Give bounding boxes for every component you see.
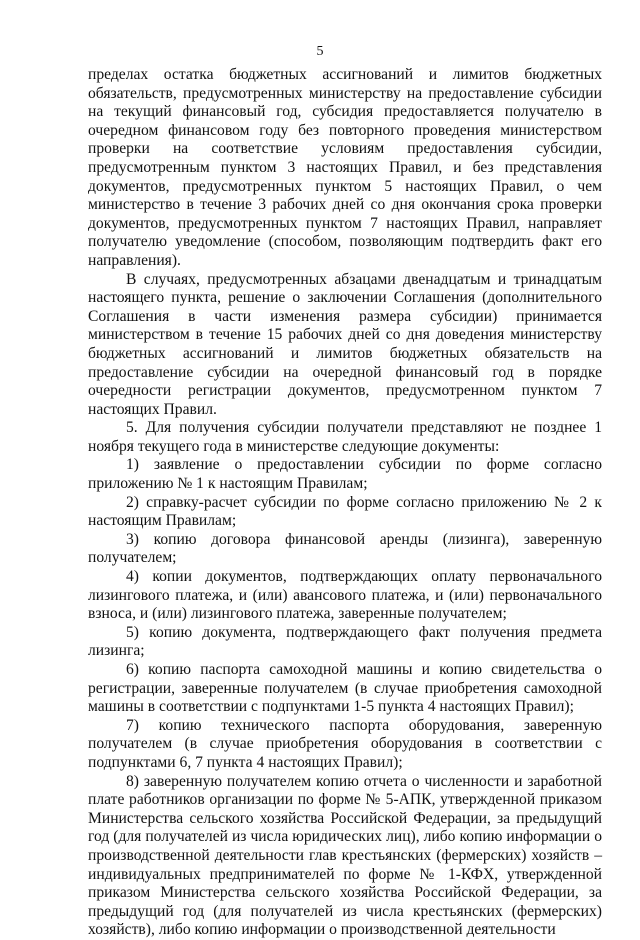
list-item-6: 6) копию паспорта самоходной машины и копию свидетельства о регистрации, заверенные получателем (в случае приобретения самоходной машины в соответствии с подпунктами 1-5 пункта 4 настоящих Правил);	[88, 661, 602, 716]
document-body	[88, 66, 602, 940]
list-item-2: 2) справку-расчет субсидии по форме согласно приложению № 2 к настоящим Правилам;	[88, 493, 602, 530]
list-item-5: 5) копию документа, подтверждающего факт получения предмета лизинга;	[88, 623, 602, 660]
list-item-8: 8) заверенную получателем копию отчета о численности и заработной плате работников организации по форме № 5-АПК, утвержденной приказом Министерства сельского хозяйства Российской Федерации, за предыдущий год (для получателей из числа юридических лиц), либо копию информации о производственной деятельности глав крестьянских (фермерских) хозяйств – индивидуальных предпринимателей по форме № 1-КФХ, утвержденной приказом Министерства сельского хозяйства Российской Федерации, за предыдущий год (для получателей из числа крестьянских (фермерских) хозяйств), либо копию информации о производственной деятельности	[88, 772, 602, 939]
paragraph-continuation: пределах остатка бюджетных ассигнований и лимитов бюджетных обязательств, предусмотренных министерству на предоставление субсидии на текущий финансовый год, субсидия предоставляется получателю в очередном финансовом году без повторного проведения министерством проверки на соответствие условиям предоставления субсидии, предусмотренным пунктом 3 настоящих Правил, и без представления документов, предусмотренных пунктом 5 настоящих Правил, о чем министерство в течение 3 рабочих дней со дня окончания срока проверки документов, предусмотренных пунктом 7 настоящих Правил, направляет получателю уведомление (способом, позволяющим подтвердить факт его направления).	[88, 66, 602, 269]
page-number: 5	[316, 44, 324, 59]
list-item-3: 3) копию договора финансовой аренды (лизинга), заверенную получателем;	[88, 530, 602, 567]
list-item-4: 4) копии документов, подтверждающих оплату первоначального лизингового платежа, и (или) авансового платежа, и (или) первоначального взноса, и (или) лизингового платежа, заверенные получателем;	[88, 568, 602, 623]
paragraph-cases: В случаях, предусмотренных абзацами двенадцатым и тринадцатым настоящего пункта, решение о заключении Соглашения (дополнительного Соглашения в части изменения размера субсидии) принимается министерством в течение 15 рабочих дней со дня доведения министерству бюджетных ассигнований и лимитов бюджетных обязательств на предоставление субсидии на очередной финансовый год в порядке очередности регистрации документов, предусмотренном пунктом 7 настоящих Правил.	[88, 270, 602, 418]
list-item-7: 7) копию технического паспорта оборудования, заверенную получателем (в случае приобретения оборудования в соответствии с подпунктами 6, 7 пункта 4 настоящих Правил);	[88, 716, 602, 771]
list-item-1: 1) заявление о предоставлении субсидии по форме согласно приложению № 1 к настоящим Правилам;	[88, 456, 602, 493]
paragraph-item-5: 5. Для получения субсидии получатели представляют не позднее 1 ноября текущего года в министерстве следующие документы:	[88, 419, 602, 455]
